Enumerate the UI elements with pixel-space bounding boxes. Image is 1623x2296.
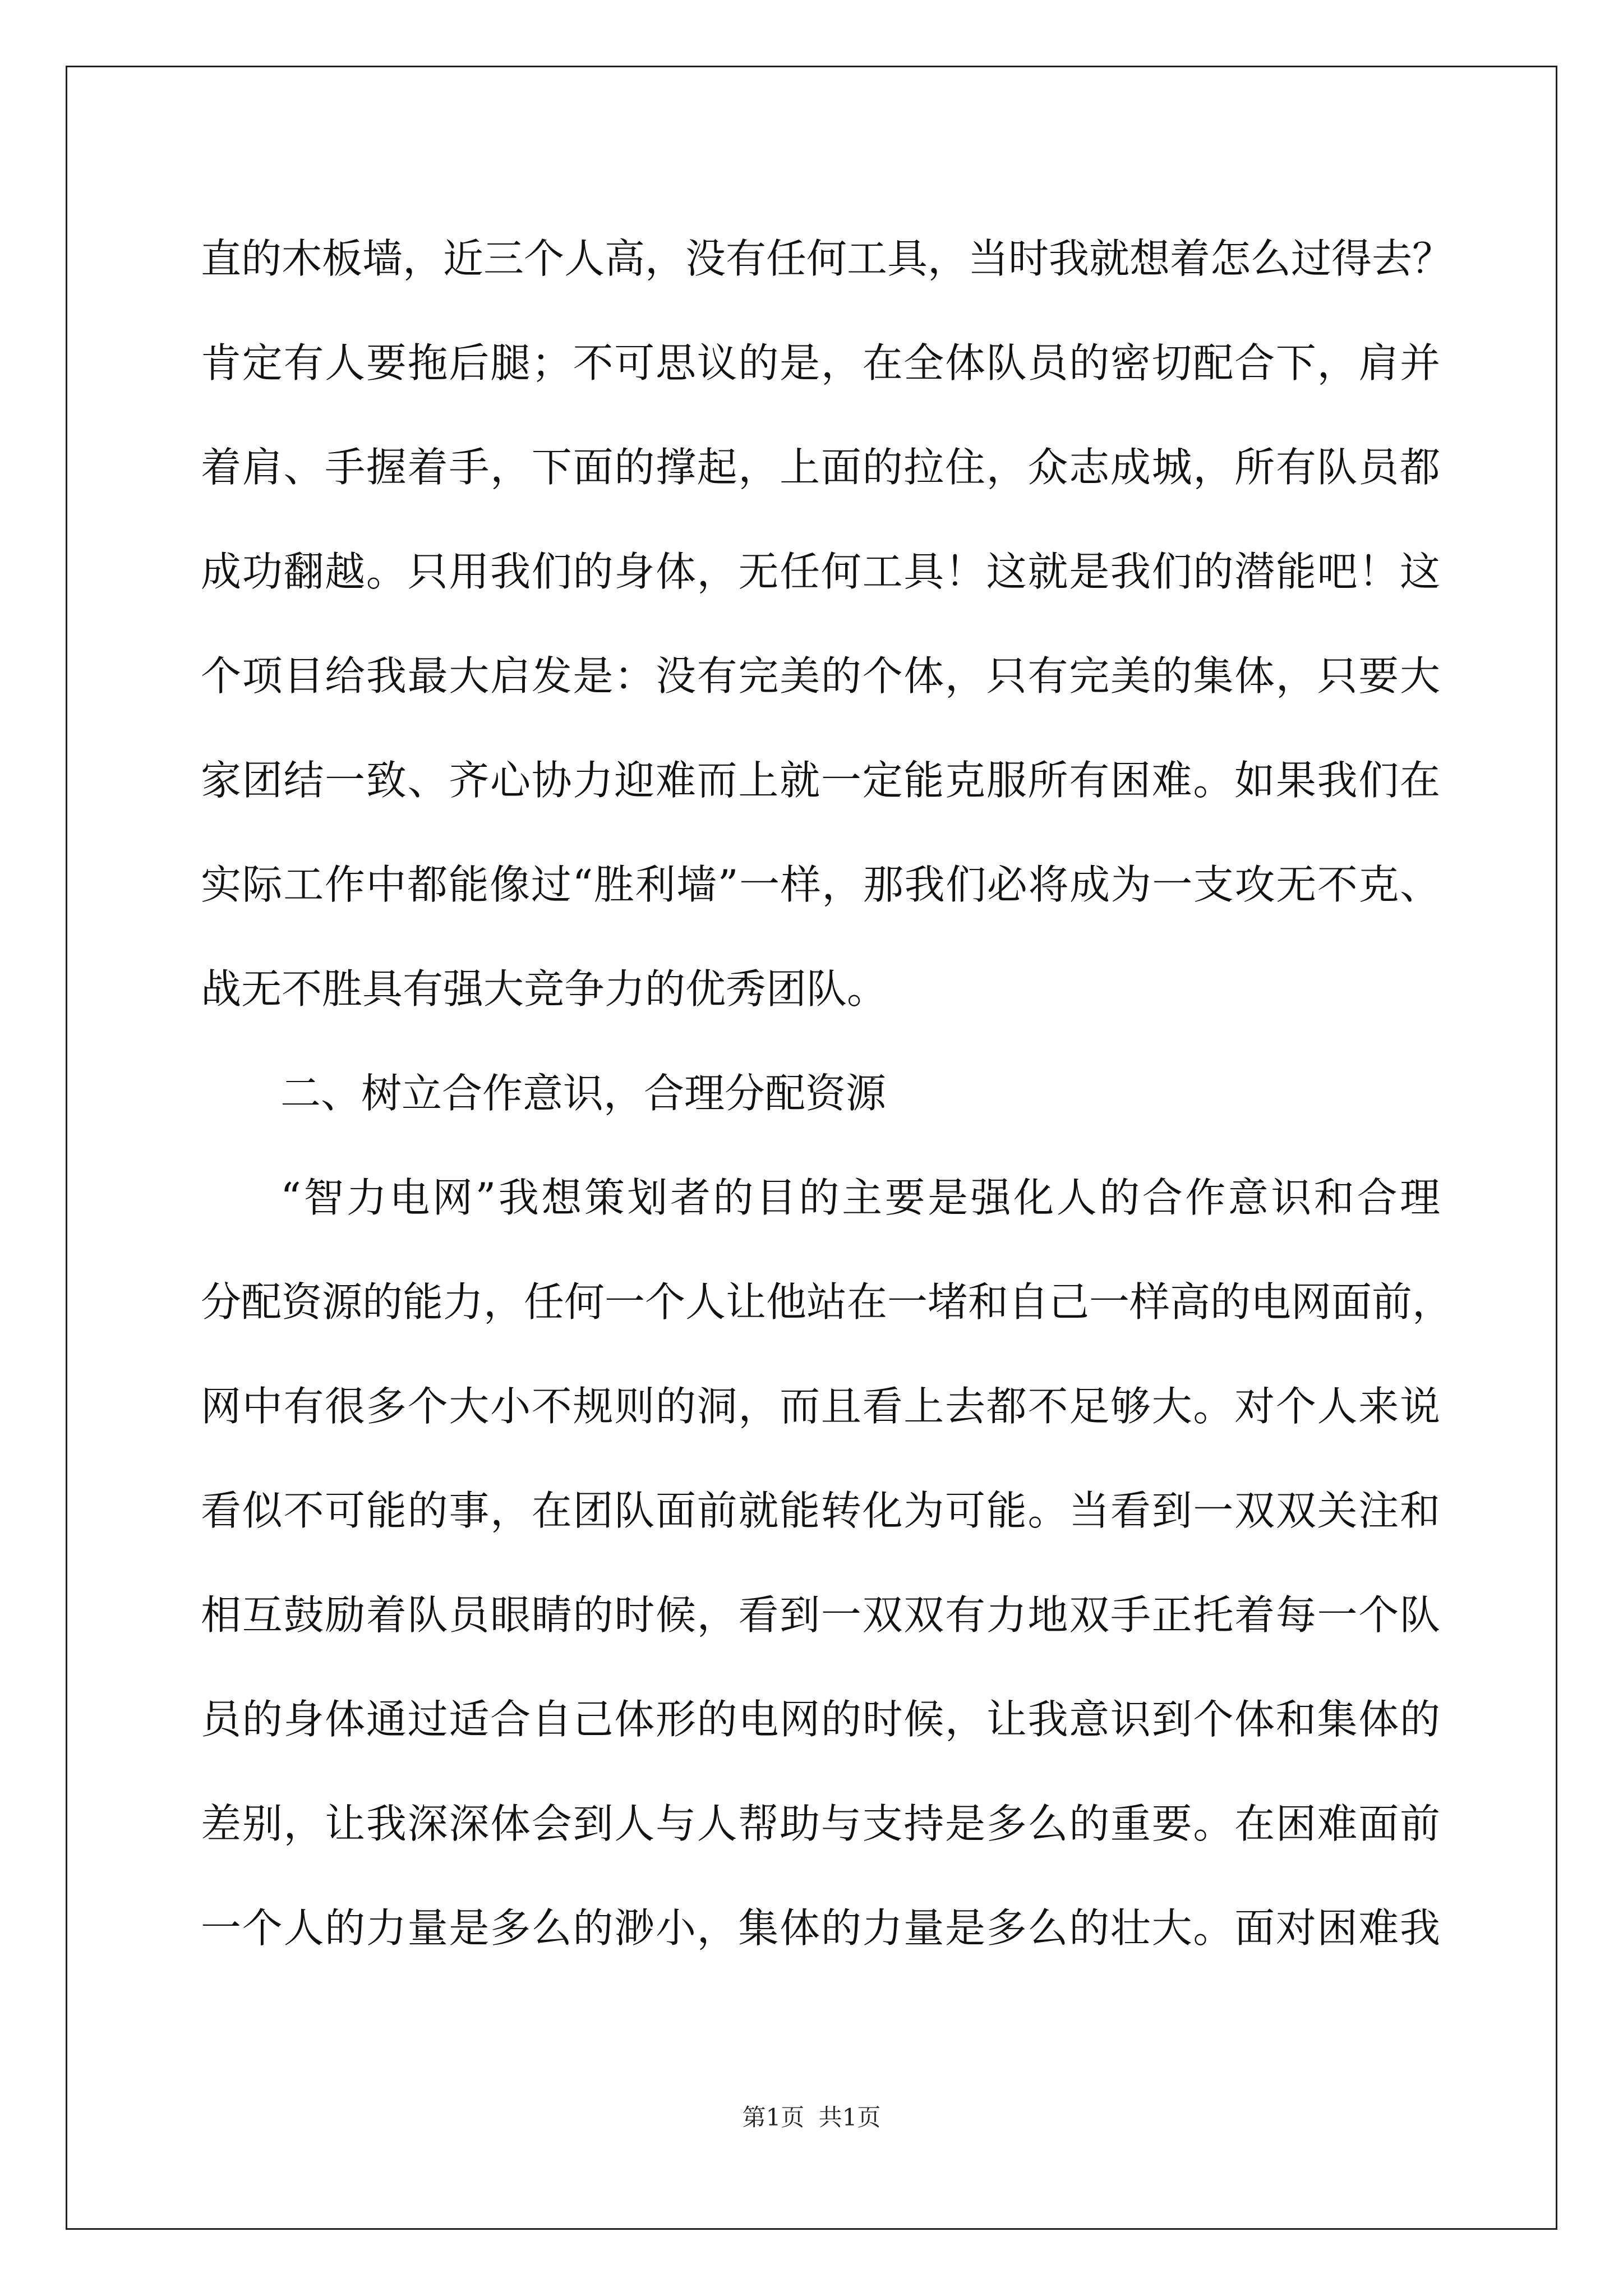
text-line: 家团结一致、齐心协力迎难而上就一定能克服所有困难。如果我们在 [201,757,1440,804]
page-number-total: 共1页 [818,2104,881,2131]
section-heading: 二、树立合作意识，合理分配资源 [280,1070,887,1117]
text-line: 相互鼓励着队员眼睛的时候，看到一双双有力地双手正托着每一个队 [201,1591,1440,1639]
text-line: 实际工作中都能像过“胜利墙”一样，那我们必将成为一支攻无不克、 [201,861,1440,908]
text-line: 肯定有人要拖后腿；不可思议的是，在全体队员的密切配合下，肩并 [201,339,1440,386]
text-line: 差别，让我深深体会到人与人帮助与支持是多么的重要。在困难面前 [201,1800,1440,1847]
text-line: “智力电网”我想策划者的目的主要是强化人的合作意识和合理 [280,1174,1440,1221]
text-line: 员的身体通过适合自己体形的电网的时候，让我意识到个体和集体的 [201,1696,1440,1743]
text-line: 战无不胜具有强大竞争力的优秀团队。 [201,965,888,1013]
text-line: 网中有很多个大小不规则的洞，而且看上去都不足够大。对个人来说 [201,1383,1440,1430]
text-line: 直的木板墙，近三个人高，没有任何工具，当时我就想着怎么过得去？ [201,235,1453,282]
text-line: 一个人的力量是多么的渺小，集体的力量是多么的壮大。面对困难我 [201,1904,1440,1952]
text-line: 个项目给我最大启发是：没有完美的个体，只有完美的集体，只要大 [201,652,1440,700]
text-line: 成功翻越。只用我们的身体，无任何工具！这就是我们的潜能吧！这 [201,548,1440,595]
page-number-current: 第1页 [742,2104,805,2131]
text-line: 着肩、手握着手，下面的撑起，上面的拉住，众志成城，所有队员都 [201,444,1440,491]
text-line: 看似不可能的事，在团队面前就能转化为可能。当看到一双双关注和 [201,1487,1440,1534]
page-footer [0,2101,1623,2134]
text-line: 分配资源的能力，任何一个人让他站在一堵和自己一样高的电网面前， [201,1278,1453,1326]
document-body [201,206,1453,1980]
